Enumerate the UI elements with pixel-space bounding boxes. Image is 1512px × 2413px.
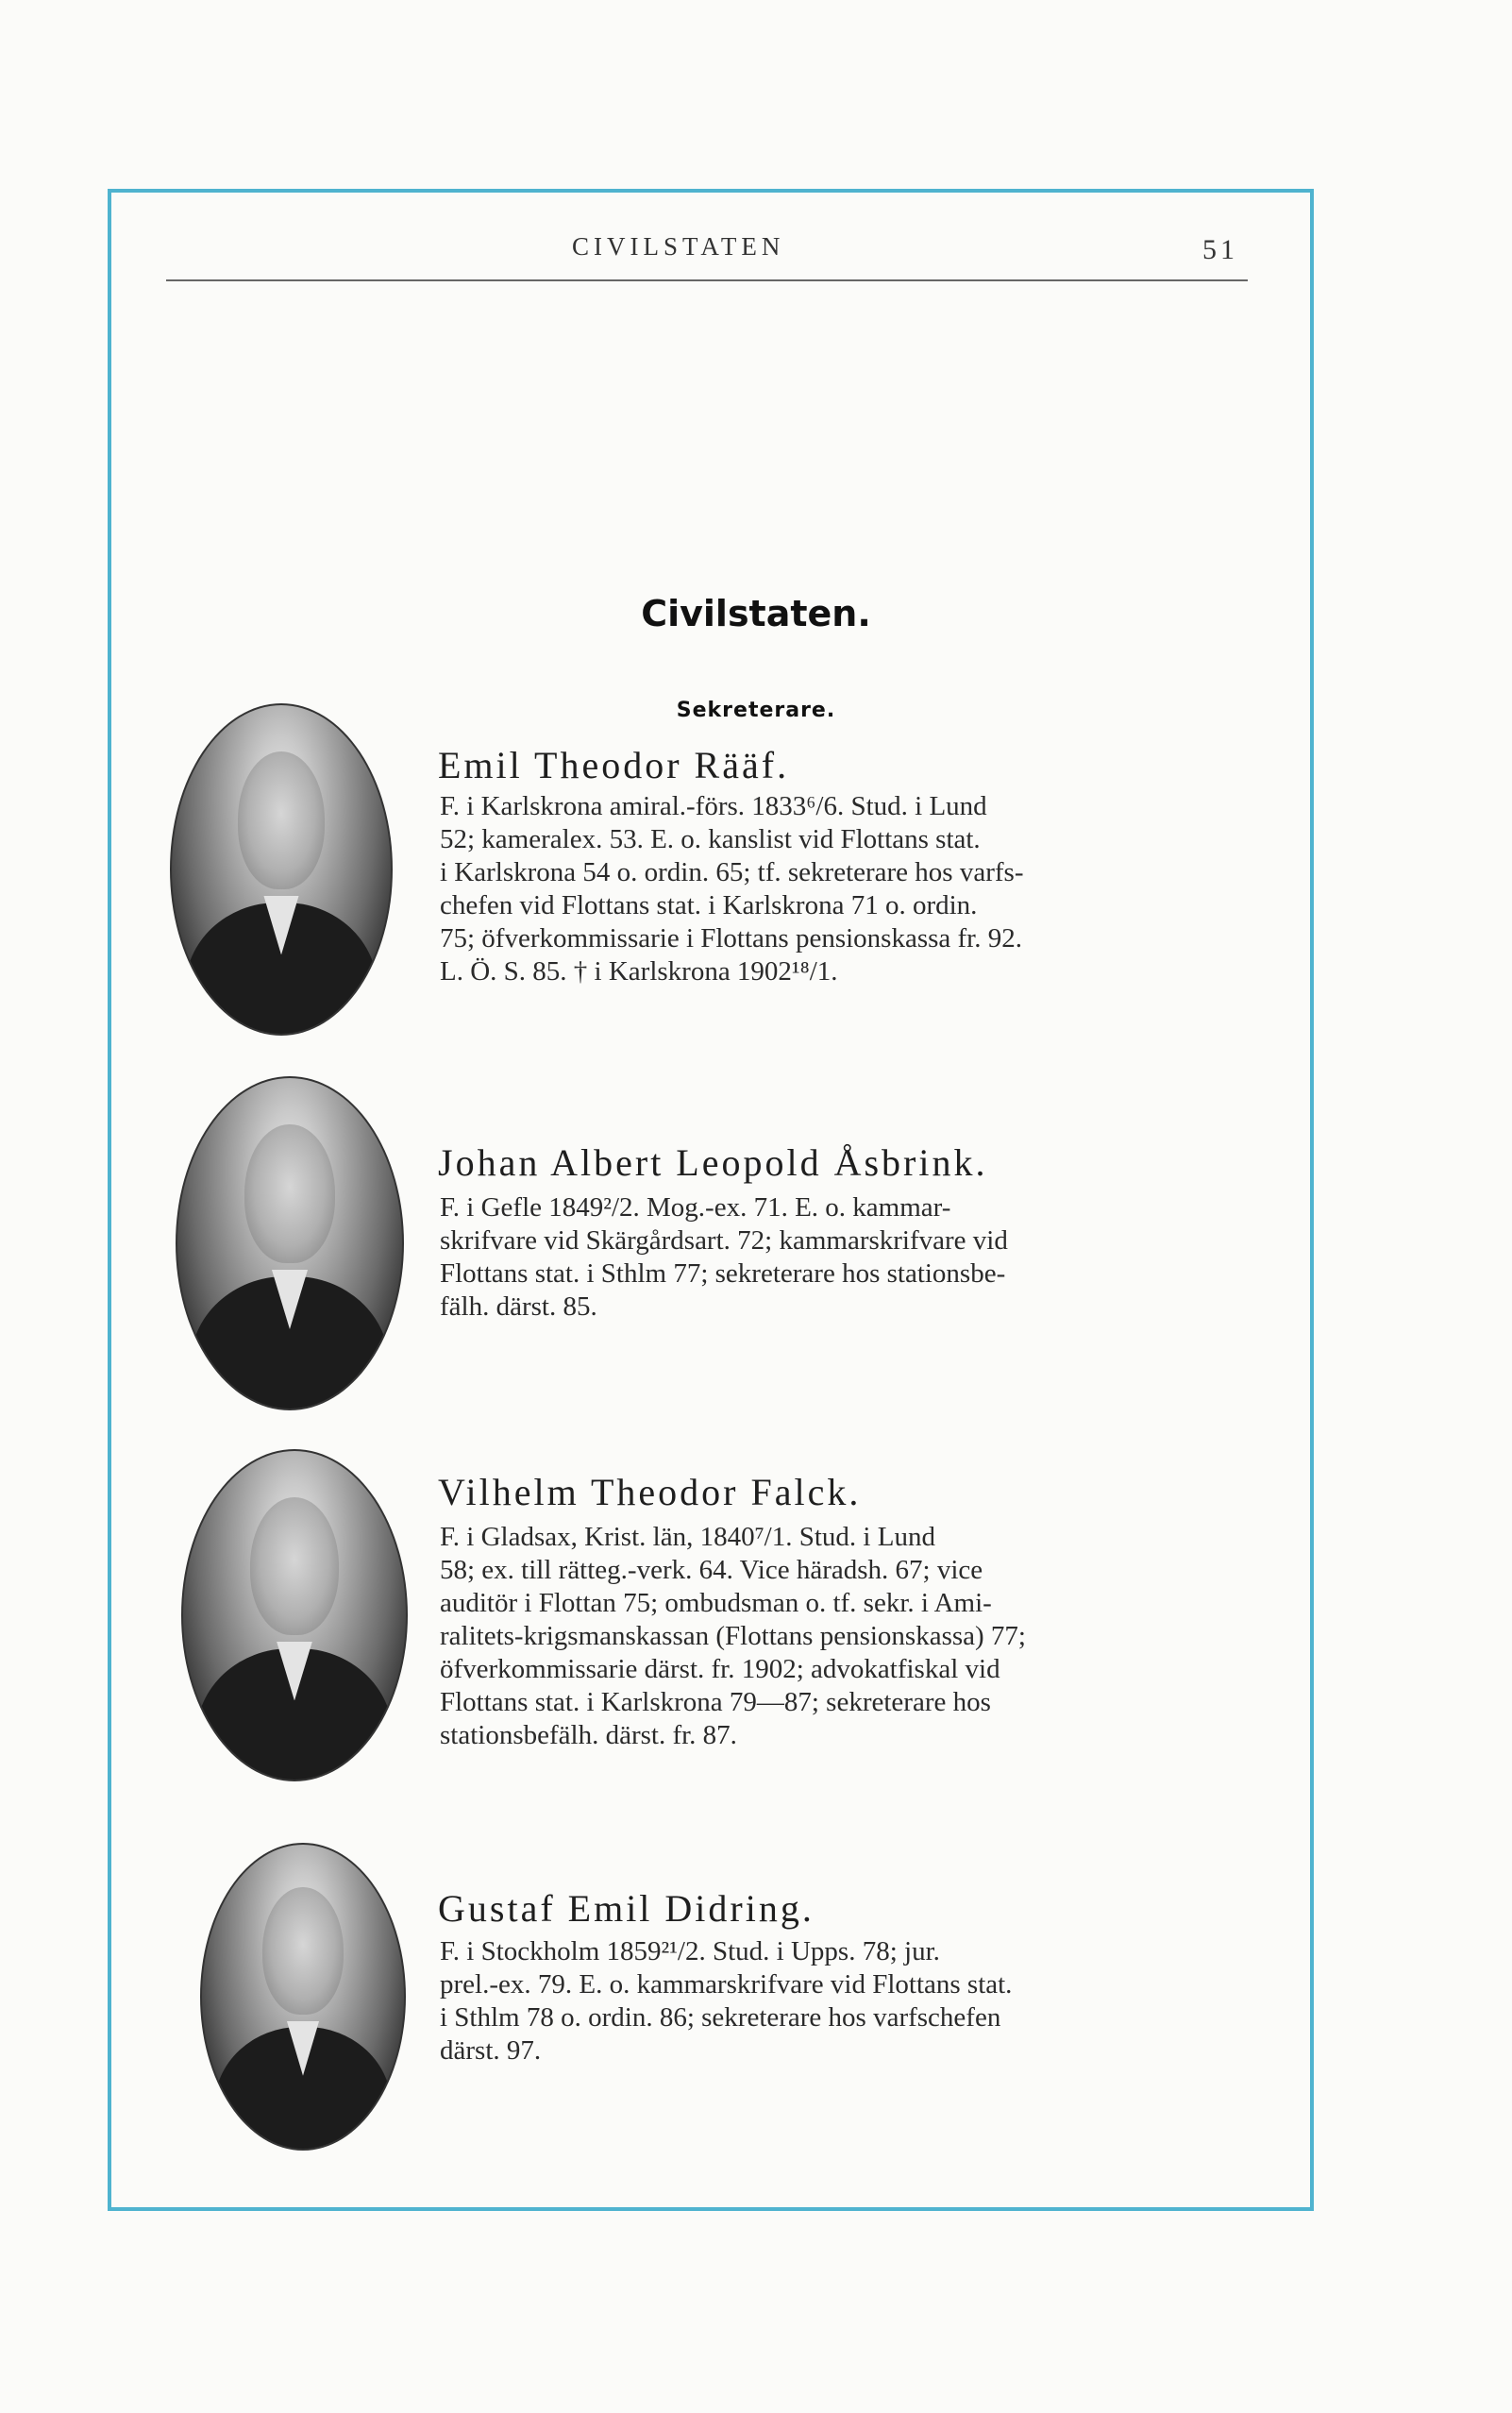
- bio-line: fälh. därst. 85.: [440, 1291, 597, 1322]
- bio-line: i Sthlm 78 o. ordin. 86; sekreterare hos varfschefen: [440, 2002, 1001, 2033]
- bio-line: F. i Stockholm 1859²¹/2. Stud. i Upps. 78; jur.: [440, 1936, 940, 1966]
- page-number: 51: [1202, 234, 1238, 265]
- section-subtitle: Sekreterare.: [676, 699, 836, 722]
- biography: [440, 1935, 1218, 2067]
- entry-raaf: [166, 703, 1248, 1043]
- person-name: Johan Albert Leopold Åsbrink.: [438, 1141, 988, 1184]
- bio-line: skrifvare vid Skärgårdsart. 72; kammarskrifvare vid: [440, 1225, 1008, 1256]
- person-name: Emil Theodor Rääf.: [438, 744, 790, 786]
- bio-line: Flottans stat. i Karlskrona 79—87; sekreterare hos: [440, 1687, 991, 1717]
- bio-line: prel.-ex. 79. E. o. kammarskrifvare vid Flottans stat.: [440, 1969, 1013, 2000]
- bio-line: ralitets-krigsmanskassan (Flottans pensionskassa) 77;: [440, 1621, 1026, 1651]
- bio-line: F. i Gefle 1849²/2. Mog.-ex. 71. E. o. kammar-: [440, 1192, 951, 1223]
- bio-line: chefen vid Flottans stat. i Karlskrona 71 o. ordin.: [440, 890, 978, 920]
- bio-line: F. i Gladsax, Krist. län, 1840⁷/1. Stud. i Lund: [440, 1522, 935, 1552]
- bio-line: öfverkommissarie därst. fr. 1902; advokatfiskal vid: [440, 1654, 1000, 1684]
- biography: [440, 1191, 1218, 1324]
- bio-line: därst. 97.: [440, 2035, 542, 2066]
- running-header-title: CIVILSTATEN: [572, 232, 785, 261]
- bio-line: 75; öfverkommissarie i Flottans pensionskassa fr. 92.: [440, 923, 1022, 953]
- bio-line: L. Ö. S. 85. † i Karlskrona 1902¹⁸/1.: [440, 956, 838, 987]
- portrait-photo: [181, 1449, 408, 1781]
- entry-falck: [166, 1449, 1248, 1780]
- entry-asbrink: [166, 1076, 1248, 1407]
- bio-line: auditör i Flottan 75; ombudsman o. tf. sekr. i Ami-: [440, 1588, 992, 1618]
- person-name: Gustaf Emil Didring.: [438, 1887, 815, 1930]
- section-title: Civilstaten.: [641, 593, 871, 634]
- bio-line: 58; ex. till rätteg.-verk. 64. Vice häradsh. 67; vice: [440, 1555, 983, 1585]
- portrait-photo: [200, 1843, 406, 2151]
- bio-line: stationsbefälh. därst. fr. 87.: [440, 1720, 737, 1750]
- entry-didring: [166, 1843, 1248, 2154]
- bio-line: F. i Karlskrona amiral.-förs. 1833⁶/6. Stud. i Lund: [440, 791, 987, 821]
- portrait-photo: [176, 1076, 404, 1410]
- bio-line: 52; kameralex. 53. E. o. kanslist vid Flottans stat.: [440, 824, 981, 854]
- bio-line: i Karlskrona 54 o. ordin. 65; tf. sekreterare hos varfs-: [440, 857, 1024, 887]
- biography: [440, 1521, 1218, 1752]
- biography: [440, 790, 1218, 988]
- running-header: [166, 232, 1248, 281]
- portrait-photo: [170, 703, 393, 1036]
- bio-line: Flottans stat. i Sthlm 77; sekreterare hos stationsbe-: [440, 1258, 1006, 1289]
- person-name: Vilhelm Theodor Falck.: [438, 1471, 862, 1513]
